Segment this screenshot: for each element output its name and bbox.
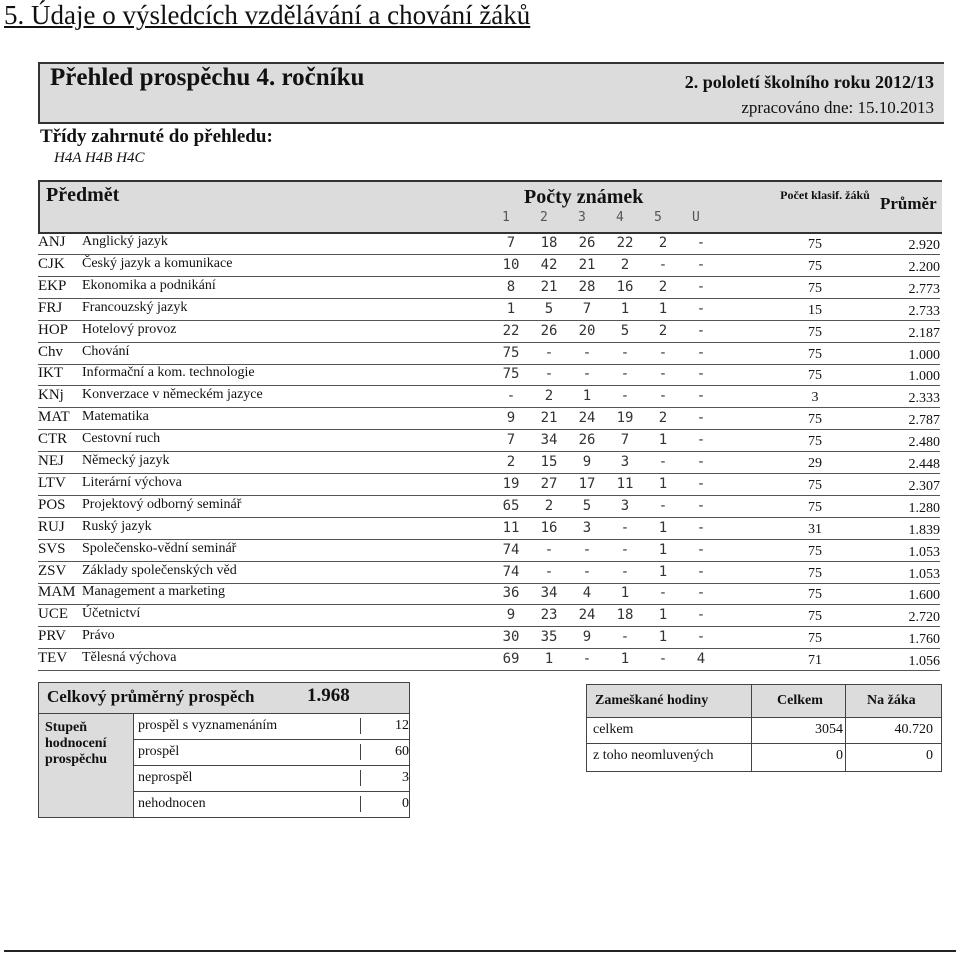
subject-average: 1.839 [908, 522, 940, 538]
grade-count: - [696, 563, 706, 580]
subject-average: 2.733 [908, 303, 940, 319]
grade-header-3: 3 [578, 210, 586, 225]
grade-count: 2 [506, 454, 516, 470]
table-row [38, 254, 940, 277]
subject-average: 1.280 [908, 500, 940, 516]
subject-average: 2.920 [908, 238, 940, 253]
grade-count: 7 [506, 235, 516, 251]
subject-average: 1.053 [908, 566, 940, 582]
grade-count: 8 [506, 278, 516, 295]
subject-average: 2.787 [908, 413, 940, 429]
grade-count: - [658, 651, 668, 668]
grade-count: 5 [620, 322, 630, 339]
table-row [38, 232, 940, 255]
grade-count: 35 [540, 629, 558, 646]
classified-pupils: 75 [808, 368, 822, 384]
grade-count: - [620, 388, 630, 405]
footer-divider [4, 950, 956, 952]
overall-row-label: prospěl [138, 744, 180, 759]
table-row [38, 276, 940, 299]
subject-name: Ekonomika a podnikání [82, 277, 216, 293]
classes-title: Třídy zahrnuté do přehledu: [40, 126, 273, 147]
overall-row [134, 740, 409, 766]
grade-count: - [696, 366, 706, 383]
subject-name: Hotelový provoz [82, 321, 177, 337]
grade-count: 3 [620, 497, 630, 514]
subject-code: UCE [38, 606, 68, 623]
grade-count: - [582, 563, 592, 580]
subject-average: 2.187 [908, 325, 940, 341]
overall-row-value: 60 [360, 744, 409, 760]
table-row [38, 604, 940, 627]
col-counts-header: Počty známek [524, 186, 644, 208]
absence-row [587, 744, 941, 769]
grade-count: - [620, 629, 630, 646]
report-term: 2. pololetí školního roku 2012/13 [684, 72, 934, 92]
grade-count: 75 [502, 344, 520, 361]
subject-name: Konverzace v německém jazyce [82, 387, 263, 403]
subject-average: 2.307 [908, 478, 940, 494]
grade-count: 3 [620, 454, 630, 470]
grade-count: 9 [506, 410, 516, 427]
grade-count: 26 [578, 235, 596, 251]
grade-count: 24 [578, 410, 596, 427]
grade-header-5: 5 [654, 210, 662, 225]
subject-code: CJK [38, 255, 65, 272]
grade-count: 20 [578, 322, 596, 339]
grade-count: - [696, 519, 706, 536]
grade-count: - [582, 541, 592, 558]
grade-count: - [658, 388, 668, 405]
grade-count: - [658, 585, 668, 602]
grade-count: 2 [620, 256, 630, 273]
absence-header [587, 685, 941, 718]
grade-count: 21 [578, 256, 596, 273]
grade-count: 4 [582, 585, 592, 602]
classified-pupils: 75 [808, 587, 822, 603]
subject-code: IKT [38, 365, 63, 382]
absence-row [587, 718, 941, 744]
grade-count: 15 [540, 454, 558, 470]
subject-average: 2.448 [908, 457, 940, 472]
grade-count: - [658, 497, 668, 514]
grade-count: 1 [658, 563, 668, 580]
subject-name: Literární výchova [82, 474, 182, 490]
table-row [38, 495, 940, 518]
grade-count: 1 [658, 629, 668, 646]
grade-count: 19 [616, 410, 634, 427]
grade-count: - [696, 541, 706, 558]
table-row [38, 363, 940, 386]
grade-count: 7 [582, 300, 592, 317]
table-row [38, 298, 940, 321]
subject-average: 1.000 [908, 347, 940, 363]
grade-count: 1 [620, 651, 630, 668]
absence-label-header: Zameškané hodiny [595, 693, 709, 708]
classified-pupils: 75 [808, 346, 822, 362]
subject-average: 2.720 [908, 610, 940, 626]
grade-count: 5 [582, 497, 592, 514]
grade-count: 9 [582, 629, 592, 646]
subject-name: Cestovní ruch [82, 431, 161, 447]
grade-count: 1 [544, 651, 554, 668]
subject-name: Francouzský jazyk [82, 299, 188, 315]
grade-count: 1 [620, 585, 630, 602]
report-processed-date: zpracováno dne: 15.10.2013 [741, 98, 934, 117]
subject-name: Matematika [82, 409, 149, 425]
classified-pupils: 75 [808, 631, 822, 647]
grade-count: - [658, 454, 668, 470]
subject-code: FRJ [38, 299, 63, 316]
grade-count: 69 [502, 651, 520, 668]
overall-side [39, 714, 134, 817]
grade-count: - [544, 563, 554, 580]
subject-name: Tělesná výchova [82, 650, 177, 666]
grade-count: - [506, 388, 516, 405]
grade-count: - [696, 256, 706, 273]
grade-count: 22 [616, 235, 634, 251]
classified-pupils: 31 [808, 521, 822, 537]
grade-count: 5 [544, 300, 554, 317]
grade-count: - [696, 629, 706, 646]
grade-count: - [696, 432, 706, 449]
subject-name: Český jazyk a komunikace [82, 255, 233, 271]
subject-average: 2.480 [908, 435, 940, 451]
classified-pupils: 75 [808, 434, 822, 450]
grade-count: 3 [582, 519, 592, 536]
grade-count: 2 [544, 388, 554, 405]
subject-name: Německý jazyk [82, 453, 170, 468]
grade-count: 1 [658, 541, 668, 558]
grade-count: 9 [506, 607, 516, 624]
grade-count: 1 [620, 300, 630, 317]
grade-count: 2 [544, 497, 554, 514]
overall-row-label: neprospěl [138, 770, 193, 785]
subject-average: 1.600 [908, 588, 940, 604]
grade-count: 1 [658, 519, 668, 536]
subject-average: 1.056 [908, 654, 940, 670]
overall-row [134, 792, 409, 817]
subject-name: Účetnictví [82, 606, 141, 622]
grade-count: 74 [502, 541, 520, 558]
grade-count: - [696, 410, 706, 427]
subject-name: Chování [82, 343, 130, 359]
grade-count: - [696, 235, 706, 251]
classified-pupils: 15 [808, 302, 822, 318]
subject-code: TEV [38, 650, 68, 667]
table-row [38, 342, 940, 365]
absence-row-label: z toho neomluvených [593, 748, 714, 763]
subject-code: ZSV [38, 562, 67, 579]
subject-name: Projektový odborný seminář [82, 496, 242, 512]
overall-box [38, 682, 410, 818]
grade-count: - [544, 344, 554, 361]
table-row [38, 517, 940, 540]
grade-count: 30 [502, 629, 520, 646]
classified-pupils: 71 [808, 653, 822, 669]
table-column-header [38, 180, 942, 234]
overall-row-label: prospěl s vyznamenáním [138, 718, 278, 733]
absence-row-per-pupil: 0 [926, 748, 933, 763]
grade-count: - [620, 519, 630, 536]
classified-pupils: 29 [808, 456, 822, 471]
grade-count: 10 [502, 256, 520, 273]
grade-count: 1 [582, 388, 592, 405]
grade-count: - [696, 278, 706, 295]
grade-count: - [696, 344, 706, 361]
grade-count: 42 [540, 256, 558, 273]
grade-count: 7 [620, 432, 630, 449]
subject-code: PRV [38, 628, 66, 645]
overall-row-value: 0 [360, 796, 409, 812]
classified-pupils: 75 [808, 324, 822, 340]
grade-count: 11 [502, 519, 520, 536]
subject-code: Chv [38, 343, 64, 360]
subject-code: MAT [38, 409, 70, 426]
report-header [38, 62, 944, 124]
classified-pupils: 75 [808, 565, 822, 581]
subject-name: Anglický jazyk [82, 234, 168, 249]
subject-code: NEJ [38, 453, 64, 469]
col-subject-header: Předmět [46, 184, 120, 206]
grade-header-2: 2 [540, 210, 548, 225]
table-row [38, 539, 940, 562]
classified-pupils: 75 [808, 237, 822, 252]
subject-code: ANJ [38, 234, 66, 250]
grade-count: 1 [658, 607, 668, 624]
absence-row-label: celkem [593, 722, 634, 737]
absence-per-pupil-header: Na žáka [867, 693, 916, 708]
table-row [38, 451, 940, 474]
grade-count: - [658, 256, 668, 273]
overall-row [134, 714, 409, 740]
subject-code: HOP [38, 321, 69, 338]
grade-count: 16 [540, 519, 558, 536]
subject-average: 2.773 [908, 281, 940, 297]
classified-pupils: 75 [808, 499, 822, 515]
grade-count: 2 [658, 235, 668, 251]
grade-count: - [544, 366, 554, 383]
grade-count: - [696, 322, 706, 339]
grade-count: 23 [540, 607, 558, 624]
subject-code: LTV [38, 474, 66, 491]
grade-count: - [620, 563, 630, 580]
grade-count: - [620, 366, 630, 383]
grade-count: 11 [616, 475, 634, 492]
grade-count: - [696, 585, 706, 602]
overall-header [39, 683, 409, 714]
subject-code: SVS [38, 540, 66, 557]
grade-count: 27 [540, 475, 558, 492]
col-pupils-header: Počet klasif. žáků [780, 188, 870, 202]
classified-pupils: 75 [808, 280, 822, 296]
grade-count: - [696, 454, 706, 470]
grade-count: - [582, 366, 592, 383]
grade-count: - [696, 300, 706, 317]
table-row [38, 473, 940, 496]
grade-count: 26 [540, 322, 558, 339]
grade-count: - [696, 475, 706, 492]
grade-count: - [582, 344, 592, 361]
report-title: Přehled prospěchu 4. ročníku [50, 64, 365, 91]
grade-count: 34 [540, 585, 558, 602]
grade-count: 2 [658, 322, 668, 339]
table-row [38, 407, 940, 430]
grade-count: 1 [658, 300, 668, 317]
section-heading: 5. Údaje o výsledcích vzdělávání a chování žáků [4, 0, 531, 30]
grade-count: 4 [696, 651, 706, 668]
subject-code: CTR [38, 431, 68, 448]
grade-count: 18 [616, 607, 634, 624]
grade-count: 28 [578, 278, 596, 295]
classified-pupils: 75 [808, 258, 822, 274]
table-row [38, 582, 940, 605]
classified-pupils: 75 [808, 543, 822, 559]
grade-count: 2 [658, 410, 668, 427]
overall-row-label: nehodnocen [138, 796, 206, 811]
grade-count: 16 [616, 278, 634, 295]
absence-total-header: Celkem [777, 693, 823, 708]
grade-count: 74 [502, 563, 520, 580]
grade-count: - [696, 607, 706, 624]
subject-code: KNj [38, 387, 64, 404]
subject-average: 2.200 [908, 259, 940, 275]
subject-average: 1.000 [908, 369, 940, 385]
grade-count: - [696, 388, 706, 405]
grade-count: - [582, 651, 592, 668]
subject-average: 2.333 [908, 391, 940, 407]
grade-header-1: 1 [502, 210, 510, 225]
grade-count: 75 [502, 366, 520, 383]
subject-average: 1.053 [908, 544, 940, 560]
subject-name: Management a marketing [82, 584, 226, 600]
grade-count: 2 [658, 278, 668, 295]
subject-name: Ruský jazyk [82, 518, 152, 534]
table-row [38, 648, 940, 671]
grade-count: 24 [578, 607, 596, 624]
grade-header-u: U [692, 210, 700, 225]
overall-label: Celkový průměrný prospěch [47, 687, 255, 706]
classified-pupils: 75 [808, 609, 822, 625]
subject-code: POS [38, 496, 66, 513]
grade-count: 17 [578, 475, 596, 492]
grade-count: 1 [658, 475, 668, 492]
grade-count: 1 [658, 432, 668, 449]
grade-count: 1 [506, 300, 516, 317]
absence-box [586, 684, 942, 772]
grade-count: 26 [578, 432, 596, 449]
overall-row [134, 766, 409, 792]
grade-count: - [696, 497, 706, 514]
table-row [38, 561, 940, 584]
grade-count: 65 [502, 497, 520, 514]
grade-count: 22 [502, 322, 520, 339]
absence-row-total: 0 [836, 748, 843, 763]
subject-name: Informační a kom. technologie [82, 365, 255, 381]
subject-code: EKP [38, 277, 67, 294]
classified-pupils: 75 [808, 477, 822, 493]
classes-list: H4A H4B H4C [54, 150, 145, 166]
subject-name: Právo [82, 628, 115, 644]
subject-code: RUJ [38, 518, 65, 535]
subject-name: Základy společenských věd [82, 562, 237, 578]
grade-count: - [620, 344, 630, 361]
table-row [38, 385, 940, 408]
classified-pupils: 75 [808, 412, 822, 428]
grade-count: 9 [582, 454, 592, 470]
grade-count: 21 [540, 410, 558, 427]
grade-header-4: 4 [616, 210, 624, 225]
grading-level-label: Stupeň hodnocení prospěchu [45, 720, 107, 767]
subject-code: MAM [38, 584, 76, 601]
grade-count: 19 [502, 475, 520, 492]
table-row [38, 626, 940, 649]
subject-name: Společensko-vědní seminář [82, 540, 237, 556]
grade-count: - [620, 541, 630, 558]
absence-row-per-pupil: 40.720 [894, 722, 933, 737]
table-row [38, 320, 940, 343]
overall-row-value: 12 [360, 718, 409, 734]
overall-value: 1.968 [307, 685, 350, 706]
grade-count: 21 [540, 278, 558, 295]
grade-count: 7 [506, 432, 516, 449]
grade-count: - [658, 366, 668, 383]
classified-pupils: 3 [811, 390, 819, 406]
table-row [38, 429, 940, 452]
subject-average: 1.760 [908, 632, 940, 648]
grade-count: - [658, 344, 668, 361]
grade-count: 18 [540, 235, 558, 251]
absence-row-total: 3054 [815, 722, 843, 737]
grade-count: 34 [540, 432, 558, 449]
grade-count: - [544, 541, 554, 558]
grade-count: 36 [502, 585, 520, 602]
overall-row-value: 3 [360, 770, 409, 786]
col-average-header: Průměr [880, 194, 937, 213]
